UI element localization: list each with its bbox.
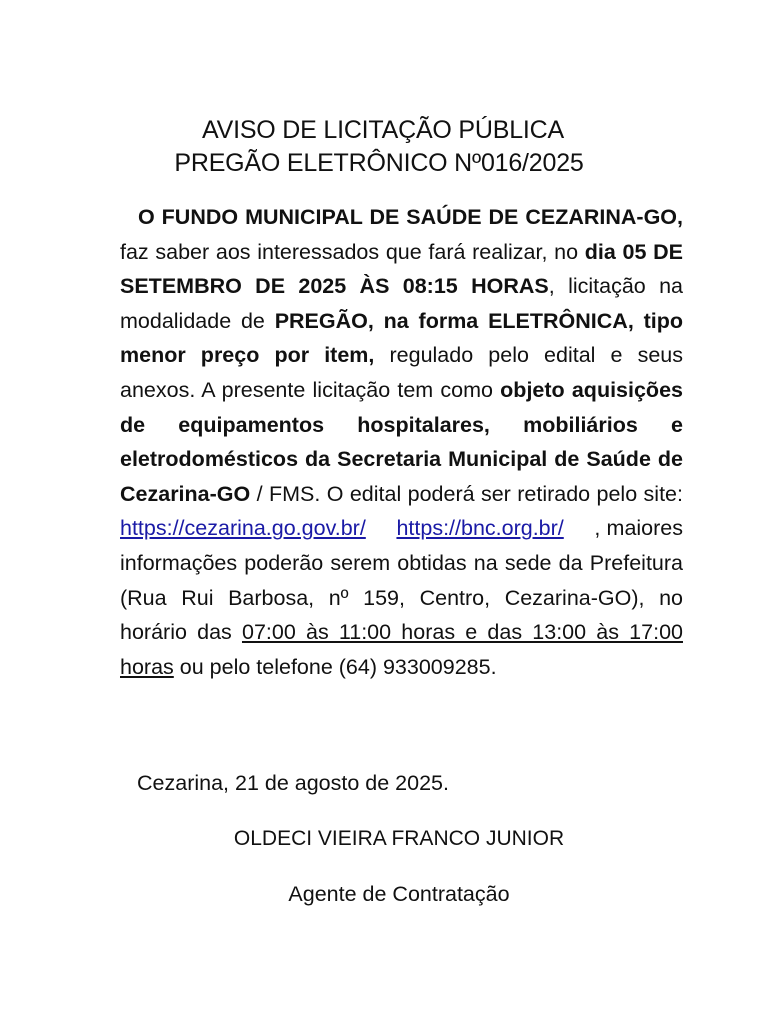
- auction-object: objeto aquisições de equipamentos hospitalares, mobiliários e eletrodomésticos da Secretaria Municipal de Saúde de Cezarina-GO: [120, 377, 683, 506]
- notice-title: [0, 114, 758, 180]
- text-segment: , licitação na modalidade de: [120, 274, 683, 333]
- office-hours: 07:00 às 11:00 horas e das 13:00 às 17:00 horas: [120, 620, 683, 679]
- link-cezarina[interactable]: https://cezarina.go.gov.br/: [120, 516, 366, 541]
- place-date: Cezarina, 21 de agosto de 2025.: [137, 771, 449, 795]
- auction-datetime: dia 05 DE SETEMBRO DE 2025 ÀS 08:15 HORAS: [120, 239, 683, 299]
- text-segment: , maiores informações poderão serem obtidas na sede da Prefeitura (Rua Rui Barbosa, nº 159, Centro, Cezarina-GO), no horário das: [120, 516, 683, 645]
- link-bnc[interactable]: https://bnc.org.br/: [396, 516, 564, 541]
- notice-body: [120, 200, 683, 684]
- title-line-1: AVISO DE LICITAÇÃO PÚBLICA: [201, 116, 565, 144]
- signer-role: Agente de Contratação: [288, 882, 510, 906]
- text-segment: ou pelo telefone (64) 933009285.: [173, 654, 497, 679]
- title-line-2: PREGÃO ELETRÔNICO Nº016/2025: [174, 149, 584, 177]
- text-segment: / FMS. O edital poderá ser retirado pelo site:: [250, 481, 683, 506]
- entity-name: O FUNDO MUNICIPAL DE SAÚDE DE CEZARINA-GO,: [138, 205, 683, 229]
- auction-modality: PREGÃO, na forma ELETRÔNICA, tipo menor preço por item,: [120, 308, 683, 368]
- text-segment: faz saber aos interessados que fará realizar, no: [120, 239, 585, 264]
- text-segment: regulado pelo edital e seus anexos. A presente licitação tem como: [120, 343, 684, 402]
- signer-name: OLDECI VIEIRA FRANCO JUNIOR: [233, 827, 565, 850]
